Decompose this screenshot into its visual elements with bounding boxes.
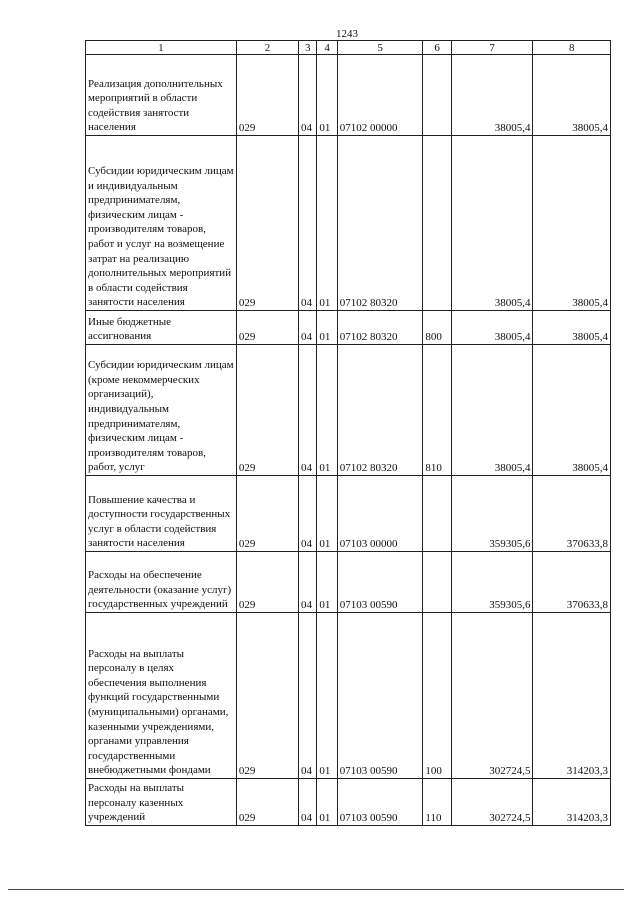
column-header: 4 bbox=[317, 41, 337, 55]
section-code: 04 bbox=[299, 613, 317, 779]
amount-year-2: 370633,8 bbox=[533, 552, 611, 613]
row-name: Расходы на выплаты персоналу в целях обеспечения выполнения функций государственными (муниципальными) органами, казенными учреждениями, органами управления государственными внебюджетными фондами bbox=[86, 613, 237, 779]
row-name: Расходы на обеспечение деятельности (оказание услуг) государственных учреждений bbox=[86, 552, 237, 613]
target-article-code: 07102 80320 bbox=[337, 311, 423, 345]
table-row bbox=[86, 136, 611, 311]
table-row bbox=[86, 55, 611, 136]
amount-year-1: 38005,4 bbox=[451, 311, 533, 345]
amount-year-2: 38005,4 bbox=[533, 311, 611, 345]
ministry-code: 029 bbox=[236, 345, 298, 476]
target-article-code: 07103 00590 bbox=[337, 552, 423, 613]
table-row bbox=[86, 476, 611, 552]
column-header: 3 bbox=[299, 41, 317, 55]
expense-type-code: 800 bbox=[423, 311, 452, 345]
page-number: 1243 bbox=[336, 28, 358, 40]
expense-type-code: 110 bbox=[423, 779, 452, 826]
table-header-row bbox=[86, 41, 611, 55]
table-row bbox=[86, 613, 611, 779]
target-article-code: 07103 00590 bbox=[337, 779, 423, 826]
section-code: 04 bbox=[299, 476, 317, 552]
ministry-code: 029 bbox=[236, 55, 298, 136]
subsection-code: 01 bbox=[317, 779, 337, 826]
ministry-code: 029 bbox=[236, 136, 298, 311]
table-row bbox=[86, 311, 611, 345]
column-header: 2 bbox=[236, 41, 298, 55]
subsection-code: 01 bbox=[317, 55, 337, 136]
subsection-code: 01 bbox=[317, 613, 337, 779]
section-code: 04 bbox=[299, 311, 317, 345]
target-article-code: 07102 80320 bbox=[337, 345, 423, 476]
table-row bbox=[86, 345, 611, 476]
column-header: 1 bbox=[86, 41, 237, 55]
ministry-code: 029 bbox=[236, 552, 298, 613]
table-row bbox=[86, 779, 611, 826]
amount-year-1: 38005,4 bbox=[451, 345, 533, 476]
subsection-code: 01 bbox=[317, 552, 337, 613]
target-article-code: 07102 00000 bbox=[337, 55, 423, 136]
table-row bbox=[86, 552, 611, 613]
column-header: 6 bbox=[423, 41, 452, 55]
expense-type-code bbox=[423, 136, 452, 311]
expense-type-code bbox=[423, 55, 452, 136]
section-code: 04 bbox=[299, 552, 317, 613]
section-code: 04 bbox=[299, 55, 317, 136]
amount-year-2: 314203,3 bbox=[533, 779, 611, 826]
subsection-code: 01 bbox=[317, 476, 337, 552]
row-name: Субсидии юридическим лицам и индивидуальным предпринимателям, физическим лицам - производителям товаров, работ и услуг на возмещение затрат на реализацию дополнительных мероприятий в области содействия занятости населения bbox=[86, 136, 237, 311]
expense-type-code: 100 bbox=[423, 613, 452, 779]
row-name: Расходы на выплаты персоналу казенных учреждений bbox=[86, 779, 237, 826]
amount-year-1: 38005,4 bbox=[451, 55, 533, 136]
expense-type-code bbox=[423, 476, 452, 552]
target-article-code: 07103 00590 bbox=[337, 613, 423, 779]
ministry-code: 029 bbox=[236, 311, 298, 345]
amount-year-1: 359305,6 bbox=[451, 552, 533, 613]
amount-year-1: 302724,5 bbox=[451, 779, 533, 826]
row-name: Реализация дополнительных мероприятий в области содействия занятости населения bbox=[86, 55, 237, 136]
amount-year-2: 370633,8 bbox=[533, 476, 611, 552]
expense-type-code bbox=[423, 552, 452, 613]
column-header: 8 bbox=[533, 41, 611, 55]
subsection-code: 01 bbox=[317, 345, 337, 476]
budget-table bbox=[85, 40, 611, 826]
amount-year-2: 38005,4 bbox=[533, 345, 611, 476]
column-header: 7 bbox=[451, 41, 533, 55]
row-name: Субсидии юридическим лицам (кроме некоммерческих организаций), индивидуальным предпринимателям, физическим лицам - производителям товаров, работ, услуг bbox=[86, 345, 237, 476]
subsection-code: 01 bbox=[317, 136, 337, 311]
amount-year-1: 302724,5 bbox=[451, 613, 533, 779]
amount-year-2: 38005,4 bbox=[533, 136, 611, 311]
amount-year-1: 38005,4 bbox=[451, 136, 533, 311]
section-code: 04 bbox=[299, 345, 317, 476]
subsection-code: 01 bbox=[317, 311, 337, 345]
row-name: Повышение качества и доступности государственных услуг в области содействия занятости населения bbox=[86, 476, 237, 552]
target-article-code: 07103 00000 bbox=[337, 476, 423, 552]
ministry-code: 029 bbox=[236, 476, 298, 552]
section-code: 04 bbox=[299, 136, 317, 311]
amount-year-2: 314203,3 bbox=[533, 613, 611, 779]
expense-type-code: 810 bbox=[423, 345, 452, 476]
row-name: Иные бюджетные ассигнования bbox=[86, 311, 237, 345]
amount-year-1: 359305,6 bbox=[451, 476, 533, 552]
ministry-code: 029 bbox=[236, 613, 298, 779]
ministry-code: 029 bbox=[236, 779, 298, 826]
page-bottom-rule bbox=[8, 889, 624, 890]
amount-year-2: 38005,4 bbox=[533, 55, 611, 136]
section-code: 04 bbox=[299, 779, 317, 826]
target-article-code: 07102 80320 bbox=[337, 136, 423, 311]
column-header: 5 bbox=[337, 41, 423, 55]
